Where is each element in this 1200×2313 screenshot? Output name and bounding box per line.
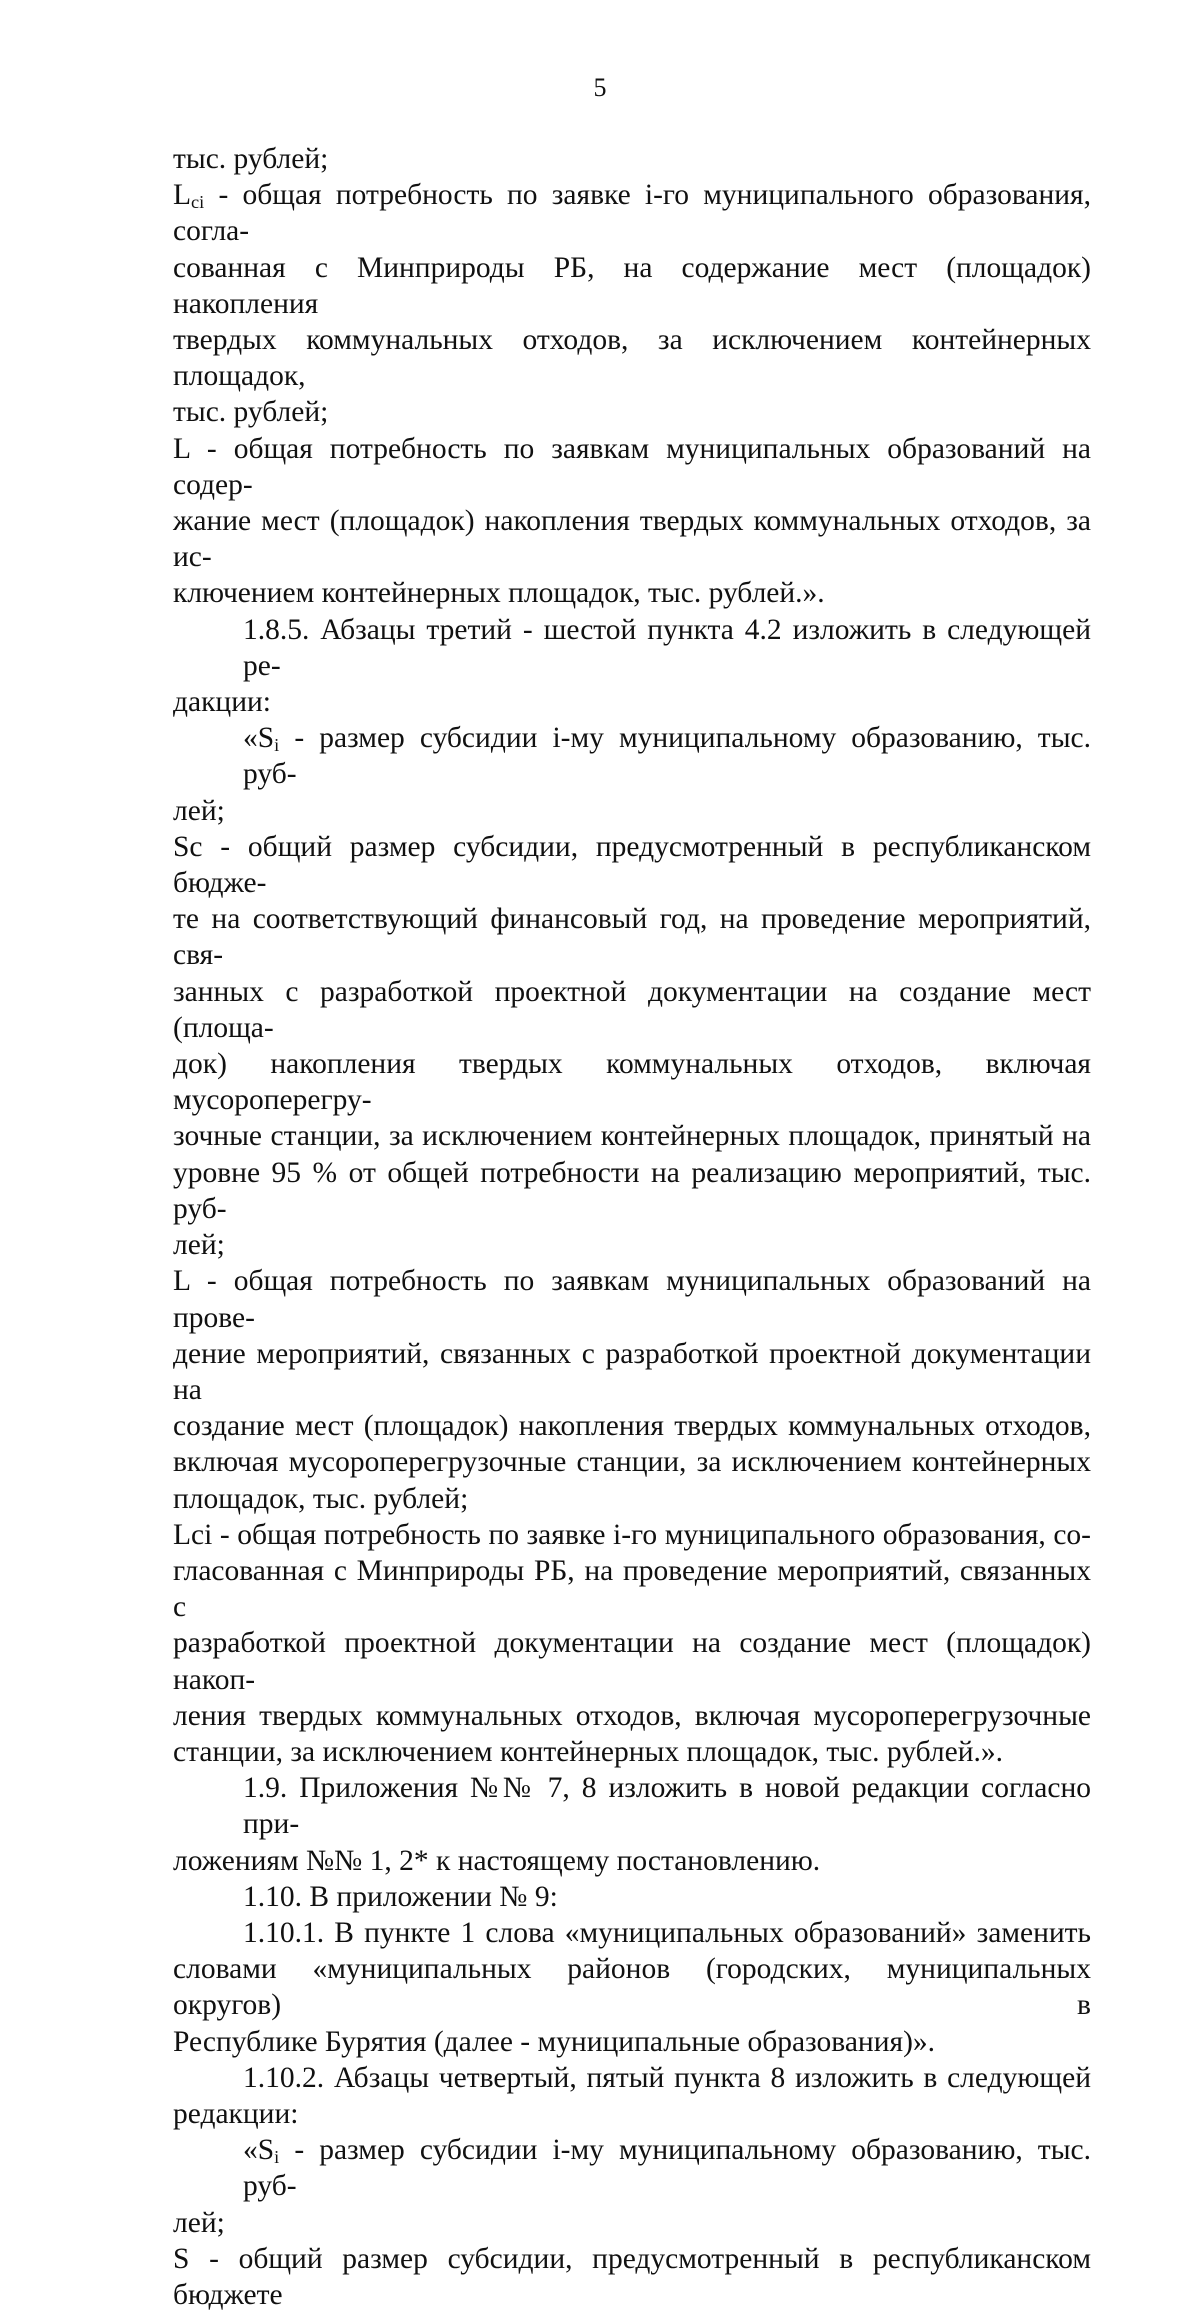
text-line: ложениям №№ 1, 2* к настоящему постановлению. [173,1844,821,1877]
text-line: ключением контейнерных площадок, тыс. рублей.». [173,577,825,610]
text-line: 1.10. В приложении № 9: [243,1880,558,1913]
page-number: 5 [593,73,607,102]
text-line: 1.8.5. Абзацы третий - шестой пункта 4.2 изложить в следующей ре- [243,613,1091,682]
text-line: 1.10.1. В пункте 1 слова «муниципальных образований» заменить [243,1916,1091,1949]
text-line: Lci - общая потребность по заявке i-го муниципального образования, со- [173,1518,1091,1551]
text-line: ления твердых коммунальных отходов, включая мусороперегрузочные [173,1699,1091,1732]
text-line: твердых коммунальных отходов, за исключением контейнерных площадок, [173,324,1091,393]
text-line: 1.9. Приложения №№ 7, 8 изложить в новой редакции согласно при- [243,1772,1091,1841]
text-line: L - общая потребность по заявкам муниципальных образований на прове- [173,1265,1091,1334]
text-line: станции, за исключением контейнерных площадок, тыс. рублей.». [173,1735,1004,1768]
text-line: редакции: [173,2097,299,2130]
text-line: S - общий размер субсидии, предусмотренный в республиканском бюджете [173,2242,1091,2311]
text-line: занных с разработкой проектной документации на создание мест (площа- [173,975,1091,1044]
text-line: Республике Бурятия (далее - муниципальные образования)». [173,2025,936,2058]
text-line: уровне 95 % от общей потребности на реализацию мероприятий, тыс. руб- [173,1156,1091,1225]
text-line: тыс. рублей; [173,143,329,175]
text-line: Sc - общий размер субсидии, предусмотренный в республиканском бюдже- [173,830,1091,900]
text-line: тыс. рублей; [173,396,329,429]
text-line: жание мест (площадок) накопления твердых коммунальных отходов, за ис- [173,505,1091,574]
text-line: L - общая потребность по заявкам муниципальных образований на содер- [173,432,1091,501]
text-line: дакции: [173,686,271,719]
text-line: те на соответствующий финансовый год, на проведение мероприятий, свя- [173,903,1091,972]
text-line: разработкой проектной документации на создание мест (площадок) накоп- [173,1627,1091,1696]
text-line: гласованная с Минприроды РБ, на проведение мероприятий, связанных с [173,1554,1091,1624]
text-line: 1.10.2. Абзацы четвертый, пятый пункта 8 изложить в следующей [243,2061,1091,2094]
text-line: зочные станции, за исключением контейнерных площадок, принятый на [173,1120,1091,1153]
text-line: дение мероприятий, связанных с разработкой проектной документации на [173,1337,1091,1406]
text-line: лей; [173,794,225,827]
text-line: сованная с Минприроды РБ, на содержание мест (площадок) накопления [173,251,1091,320]
text-line: включая мусороперегрузочные станции, за исключением контейнерных [173,1446,1091,1479]
text-line: площадок, тыс. рублей; [173,1482,469,1515]
text-line: $L_{ci}$ - общая потребность по заявке i-го муниципального образования, согла- [173,179,1091,248]
text-line: лей; [173,2206,225,2239]
text-line: лей; [173,1229,225,1262]
text-line: «$S_i$ - размер субсидии i-му муниципальному образованию, тыс. руб- [243,2134,1091,2203]
text-line: «$S_i$ - размер субсидии i-му муниципальному образованию, тыс. руб- [243,722,1091,791]
text-line: создание мест (площадок) накопления твердых коммунальных отходов, [173,1410,1091,1443]
text-line: словами «муниципальных районов (городских, муниципальных округов) в [173,1953,1091,2022]
document-body [173,141,1091,2313]
text-line: док) накопления твердых коммунальных отходов, включая мусороперегру- [173,1048,1091,1117]
